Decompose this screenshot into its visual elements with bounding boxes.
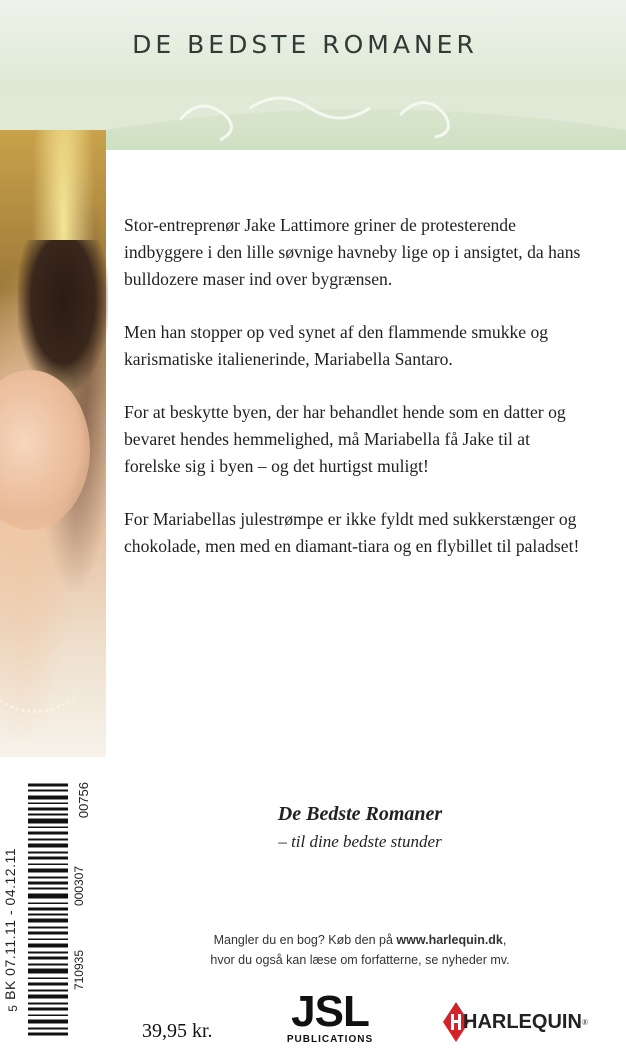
- harlequin-wordmark: HARLEQUIN: [463, 1010, 582, 1033]
- ean-middle: 710935: [72, 950, 86, 991]
- ean-group: 000307: [72, 866, 86, 907]
- harlequin-logo: [443, 1002, 588, 1042]
- photo-pearl-necklace: [0, 650, 80, 713]
- blurb-paragraph: For Mariabellas julestrømpe er ikke fyldt med sukkerstænger og chokolade, men med en diamant-tiara og en flybillet til paladset!: [124, 509, 580, 556]
- price: 39,95 kr.: [142, 1020, 213, 1042]
- back-cover-blurb: [124, 212, 584, 586]
- blurb-paragraph: For at beskytte byen, der har behandlet hende som en datter og bevaret hendes hemmelighed, må Mariabella få Jake til at forelske sig i byen – og det hurtigst muligt!: [124, 402, 566, 476]
- photo-face: [0, 370, 90, 530]
- sale-period-date: BK 07.11.11 - 04.12.11: [2, 848, 18, 1000]
- order-line-2: hvor du også kan læse om forfatterne, se nyheder mv.: [210, 953, 510, 967]
- registered-mark: ®: [581, 1017, 588, 1027]
- order-info: [150, 930, 570, 970]
- ean-suffix: 00756: [76, 782, 91, 819]
- order-comma: ,: [502, 933, 507, 947]
- tagline-title: De Bedste Romaner: [277, 803, 443, 825]
- tagline-subtitle: – til dine bedste stunder: [278, 832, 442, 851]
- ean-prefix: 5: [6, 1005, 20, 1012]
- blurb-paragraph: Men han stopper op ved synet af den flammende smukke og karismatiske italienerinde, Mariabella Santaro.: [124, 322, 549, 369]
- cover-photo-couple: [0, 130, 106, 757]
- harlequin-website-link[interactable]: www.harlequin.dk: [396, 933, 503, 947]
- order-text: Mangler du en bog? Køb den på: [213, 933, 393, 947]
- jsl-logo-text: JSL: [291, 987, 369, 1036]
- barcode: [28, 781, 68, 1041]
- blurb-paragraph: Stor-entreprenør Jake Lattimore griner de protesterende indbyggere i den lille søvnige havneby lige op i ansigtet, da hans bulldozere maser ind over bygrænsen.: [124, 215, 581, 289]
- series-title: DE BEDSTE ROMANER: [132, 30, 478, 59]
- jsl-publications-logo: [280, 987, 380, 1045]
- order-line-1: [150, 930, 570, 950]
- photo-hair: [18, 240, 108, 390]
- jsl-logo-subtext: PUBLICATIONS: [286, 1034, 374, 1045]
- series-tagline: [200, 803, 520, 852]
